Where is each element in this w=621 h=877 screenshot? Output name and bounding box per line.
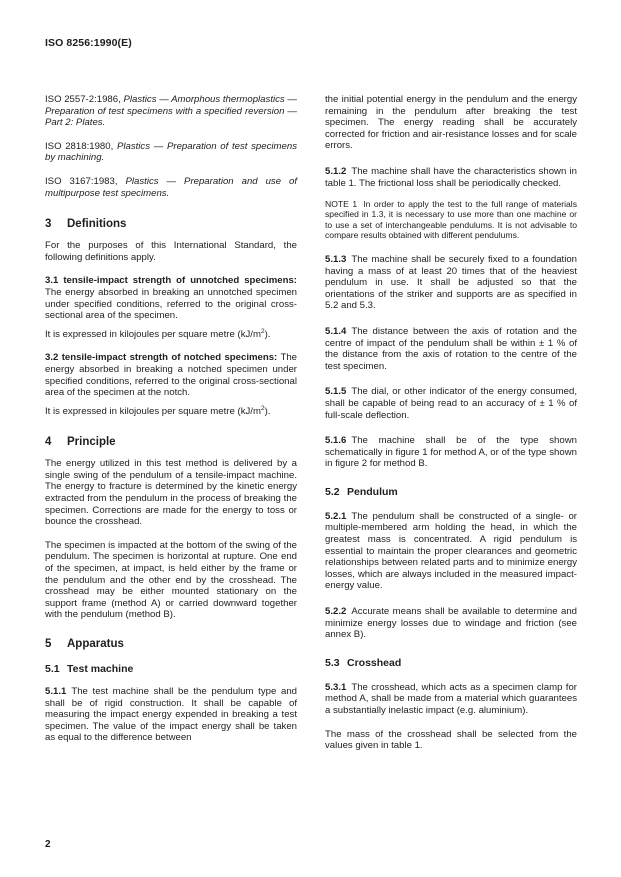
subsection-number: 5.2 <box>325 485 340 498</box>
section-heading-principle <box>45 435 297 449</box>
section-heading-definitions <box>45 217 297 231</box>
section-heading-apparatus <box>45 637 297 651</box>
clause-number: 5.2.1 <box>325 510 347 522</box>
clause-number: 5.1.3 <box>325 253 347 265</box>
reference-item <box>45 94 297 129</box>
clause-number: 5.1.4 <box>325 325 347 337</box>
clause-5-1-1 <box>45 686 297 744</box>
subsection-title: Test machine <box>67 663 134 675</box>
clause-text: The distance between the axis of rotation and the centre of impact of the pendulum shall be within ± 1 % of the distance from the axis of rotation to the centre of the test specimen. <box>325 325 577 372</box>
clause-number: 5.2.2 <box>325 606 347 618</box>
right-column <box>325 94 577 752</box>
subsection-number: 5.3 <box>325 656 340 669</box>
reference-code: ISO 2818:1980, <box>45 140 114 152</box>
clause-text: The machine shall have the characteristics shown in table 1. The frictional loss shall be periodically checked. <box>325 165 577 189</box>
subsection-heading-crosshead <box>325 657 577 670</box>
clause-5-1-2 <box>325 166 577 189</box>
reference-title: Plastics — Preparation and use of multipurpose test specimens. <box>45 175 297 199</box>
subsection-heading-pendulum <box>325 486 577 499</box>
note-text: In order to apply the test to the full range of materials specified in 1.3, it is necessary to use more than one machine or to use a set of interchangeable pendulums. It is not advisable to compare results obtained with different pendulums. <box>325 199 577 240</box>
clause-5-3-1-mass: The mass of the crosshead shall be selected from the values given in table 1. <box>325 728 577 752</box>
clause-number: 5.1.5 <box>325 386 347 398</box>
clause-text: The crosshead, which acts as a specimen clamp for method A, shall be made from a material which guarantees a substantially inelastic impact (e.g. aluminium). <box>325 681 577 716</box>
definitions-intro: For the purposes of this International Standard, the following definitions apply. <box>45 240 297 263</box>
left-column <box>45 94 297 744</box>
clause-5-1-1-continued: the initial potential energy in the pendulum and the energy remaining in the pendulum after breaking the test specimen. The energy reading shall be accurately corrected for friction and air-resistance losses and for scale errors. <box>325 94 577 152</box>
definition-3-2 <box>45 352 297 398</box>
clause-5-1-3 <box>325 254 577 312</box>
clause-5-2-2 <box>325 606 577 641</box>
definition-term: 3.1 tensile-impact strength of unnotched specimens: <box>45 275 297 287</box>
reference-item <box>45 141 297 164</box>
subsection-title: Crosshead <box>347 656 402 669</box>
clause-text: The machine shall be of the type shown schematically in figure 1 for method A, or of the type shown in figure 2 for method B. <box>325 435 577 470</box>
document-header: ISO 8256:1990(E) <box>45 37 132 49</box>
section-number: 5 <box>45 638 52 650</box>
section-title: Apparatus <box>67 638 124 650</box>
section-title: Definitions <box>67 218 127 231</box>
principle-paragraph: The specimen is impacted at the bottom of the swing of the pendulum. The specimen is horizontal at rupture. One end of the specimen, at impact, is held either by the frame or the pendulum and the other end by the crosshead. The crosshead may be either mounted stationary on the support frame (method A) or carried downward together with the pendulum (method B). <box>45 539 297 621</box>
reference-title: Plastics — Preparation of test specimens by machining. <box>45 140 297 164</box>
definition-unit: It is expressed in kilojoules per square metre $(kJ/m^2)$. <box>45 327 271 340</box>
section-number: 4 <box>45 436 52 449</box>
clause-5-1-4 <box>325 326 577 372</box>
reference-code: ISO 2557-2:1986, <box>45 94 121 105</box>
clause-number: 5.1.1 <box>45 686 67 697</box>
reference-title: Plastics — Amorphous thermoplastics — Preparation of test specimens with a specified reversion — Part 2: Plates. <box>45 94 297 129</box>
definition-body: The energy absorbed in breaking a notched specimen under specified conditions, referred to the original cross-sectional area of the specimen at the notch. <box>45 352 297 399</box>
clause-number: 5.1.6 <box>325 435 347 447</box>
clause-text: The machine shall be securely fixed to a foundation having a mass of at least 20 times that of the heaviest pendulum in use. It shall be adjusted so that the orientations of the striker and supports are as specified in 5.2 and 5.3. <box>325 253 577 312</box>
clause-5-1-6 <box>325 435 577 470</box>
subsection-title: Pendulum <box>347 485 398 498</box>
clause-text: The pendulum shall be constructed of a single- or multiple-membered arm holding the head, in which the greatest mass is concentrated. A rigid pendulum is essential to maintain the proper clearances and geometric relationships between related parts and to minimize energy losses, which are always included in the measured impact-energy value. <box>325 510 577 592</box>
reference-item <box>45 176 297 199</box>
clause-5-1-5 <box>325 386 577 421</box>
definition-body: The energy absorbed in breaking an unnotched specimen under specified conditions, referred to the original cross-sectional area of the specimen. <box>45 286 297 322</box>
note-label: NOTE 1 <box>325 199 358 210</box>
references-list <box>45 94 297 199</box>
clause-5-2-1 <box>325 511 577 592</box>
section-title: Principle <box>67 436 116 449</box>
clause-number: 5.3.1 <box>325 681 347 693</box>
clause-5-3-1 <box>325 682 577 717</box>
clause-text: The dial, or other indicator of the energy consumed, shall be capable of being read to an accuracy of ± 1 % of full-scale deflection. <box>325 386 577 421</box>
definition-unit: It is expressed in kilojoules per square metre $(kJ/m^2)$. <box>45 404 271 417</box>
page-number: 2 <box>45 839 51 850</box>
definition-3-1 <box>45 275 297 321</box>
section-number: 3 <box>45 218 52 231</box>
subsection-number: 5.1 <box>45 663 60 675</box>
clause-number: 5.1.2 <box>325 165 347 177</box>
subsection-heading-test-machine <box>45 663 297 676</box>
clause-text: The test machine shall be the pendulum type and shall be of rigid construction. It shall be capable of measuring the impact energy expended in breaking a test specimen. The value of the impact energy shall be taken as equal to the difference between <box>45 686 297 744</box>
definition-term: 3.2 tensile-impact strength of notched specimens: <box>45 352 278 364</box>
principle-paragraph: The energy utilized in this test method is delivered by a single swing of the pendulum of a tensile-impact machine. The energy to fracture is determined by the kinetic energy extracted from the pendulum in the process of breaking the specimen. Corrections are made for the energy to toss or bounce the crosshead. <box>45 458 297 528</box>
reference-code: ISO 3167:1983, <box>45 175 118 187</box>
note-1 <box>325 199 577 240</box>
clause-text: Accurate means shall be available to determine and minimize energy losses due to windage and friction (see annex B). <box>325 606 577 641</box>
